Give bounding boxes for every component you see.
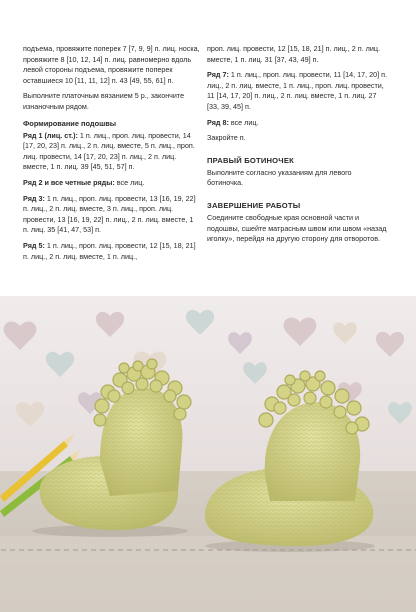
finishing-heading: ЗАВЕРШЕНИЕ РАБОТЫ <box>207 200 301 210</box>
row-3-label: Ряд 3: <box>23 193 45 203</box>
row-1-label: Ряд 1 (лиц. ст.): <box>23 130 78 140</box>
row-3-text: 1 п. лиц., проп. лиц. провести, 13 [16, 19, 22] п. лиц., 2 п. лиц. вместе, 3 п. лиц., проп. лиц. провести, 13 [16, 19, 22] п. лиц., 2 п. лиц. вместе, 1 п. лиц. 35 [41, 47, 53] п. <box>23 193 196 235</box>
right-text-column <box>207 44 387 250</box>
right-bootie-heading: ПРАВЫЙ БОТИНОЧЕК <box>207 155 294 165</box>
paragraph-instep: подъема, провяжите поперек 7 [7, 9, 9] п. лиц. носка, провяжите 8 [10, 12, 14] п. лиц. равномерно вдоль левой стороны подъема, провяжите поперек оставшиеся 10 [11, 11, 12] п. 43 [49, 55, 61] п. <box>23 44 200 85</box>
row-2-label: Ряд 2 и все четные ряды: <box>23 177 115 187</box>
right-bootie-text: Выполните согласно указаниям для левого ботиночка. <box>207 167 352 188</box>
left-text-column <box>23 44 201 267</box>
row-8 <box>207 118 387 129</box>
row-7-text: 1 п. лиц., проп. лиц. провести, 11 [14, 17, 20] п. лиц., 2 п. лиц. вместе, 1 п. лиц., проп. лиц. провести, 11 [14, 17, 20] п. лиц., 2 п. лиц. вместе, 1 п. лиц. 27 [33, 39, 45] п. <box>207 70 387 111</box>
booties-photo <box>0 296 416 612</box>
row-3 <box>23 194 201 236</box>
paragraph-bind-off: Закройте п. <box>207 133 246 143</box>
row-5 <box>23 241 201 262</box>
row-8-label: Ряд 8: <box>207 117 229 127</box>
row-1-text: 1 п. лиц., проп. лиц. провести, 14 [17, 20, 23] п. лиц., 2 п. лиц. вместе, 5 п. лиц., проп. лиц. провести, 14 [17, 20, 23] п. лиц., 2 п. лиц. вместе, 1 п. лиц. 39 [45, 51, 57] п. <box>23 130 195 172</box>
row-5-text: 1 п. лиц., проп. лиц. провести, 12 [15, 18, 21] п. лиц., 2 п. лиц. вместе, 1 п. лиц., <box>23 240 196 261</box>
paragraph-row5-cont: проп. лиц. провести, 12 [15, 18, 21] п. лиц., 2 п. лиц. вместе, 1 п. лиц. 31 [37, 43, 49] п. <box>207 44 380 64</box>
row-2-text: все лиц. <box>114 177 145 187</box>
row-7 <box>207 70 387 112</box>
booties-photo-svg <box>0 296 416 612</box>
sole-heading: Формирование подошвы <box>23 118 117 128</box>
row-7-label: Ряд 7: <box>207 70 229 80</box>
paragraph-garter: Выполните платочным вязанием 5 р., закончите изнаночным рядом. <box>23 91 185 111</box>
row-5-label: Ряд 5: <box>23 240 45 250</box>
row-2 <box>23 178 201 189</box>
row-8-text: все лиц. <box>228 117 259 127</box>
row-1 <box>23 131 201 173</box>
finishing-text: Соедините свободные края основной части и подошвы, сшейте матрасным швом или швом «назад иголку», перейдя на другую сторону для отворотов. <box>207 212 387 244</box>
